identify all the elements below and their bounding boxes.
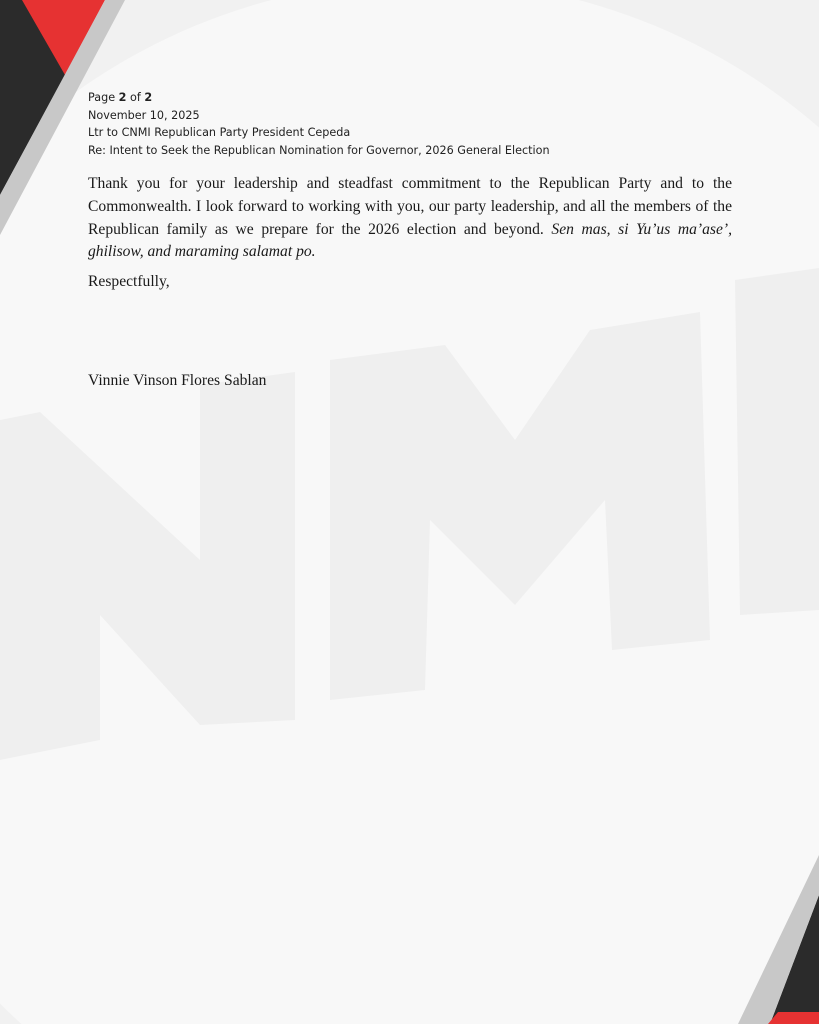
page-total: 2 xyxy=(144,91,153,104)
page-of: of xyxy=(130,91,141,104)
letter-paragraph xyxy=(88,173,732,264)
signature-name: Vinnie Vinson Flores Sablan xyxy=(88,372,267,389)
paragraph-italic-greeting: Sen mas, si Yu’us ma’ase’, ghilisow, and maraming salamat po. xyxy=(88,220,732,261)
page-current: 2 xyxy=(118,91,127,104)
page-prefix: Page xyxy=(88,91,116,104)
page-number xyxy=(88,89,550,107)
letter-recipient-line: Ltr to CNMI Republican Party President Cepeda xyxy=(88,126,351,139)
letter-date: November 10, 2025 xyxy=(88,108,200,122)
letter-subject-line: Re: Intent to Seek the Republican Nomination for Governor, 2026 General Election xyxy=(88,143,550,157)
letter-header xyxy=(88,89,550,159)
paragraph-text: Thank you for your leadership and steadfast commitment to the Republican Party and to the Commonwealth. I look forward to working with you, our party leadership, and all the members of the Republican family as we prepare for the 2026 election and beyond. xyxy=(88,175,732,238)
letter-closing: Respectfully, xyxy=(88,273,170,290)
